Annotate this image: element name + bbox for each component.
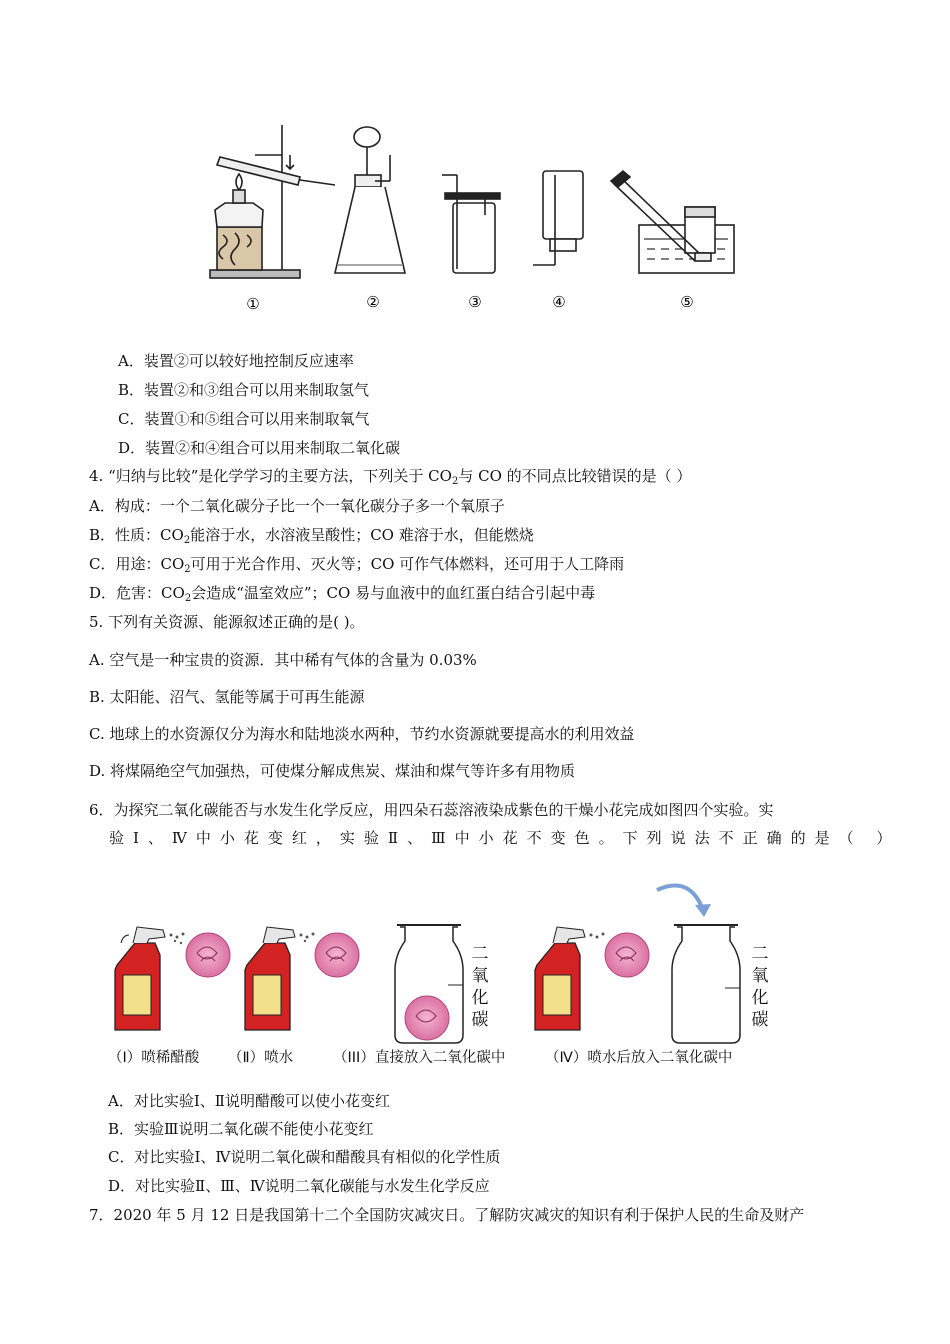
- q6-option-c-text: 对比实验Ⅰ、Ⅳ说明二氧化碳和醋酸具有相似的化学性质: [134, 1148, 501, 1166]
- q5-option-c: C. 地球上的水资源仅分为海水和陆地淡水两种，节约水资源就要提高水的利用效益: [89, 725, 635, 743]
- flower-1-icon: [186, 933, 230, 977]
- q4-option-c-b: 可用于光合作用、灭火等；CO 可作气体燃料，还可用于人工降雨: [190, 555, 625, 573]
- q3-option-c-letter: C．: [118, 410, 145, 428]
- co2-char: 化: [471, 988, 489, 1008]
- spray-bottle-1: [115, 927, 185, 1030]
- caption-experiment-4: （Ⅳ）喷水后放入二氧化碳中: [545, 1050, 733, 1066]
- q6-option-b-text: 实验Ⅲ说明二氧化碳不能使小花变红: [134, 1120, 374, 1138]
- caption-experiment-2: （Ⅱ）喷水: [228, 1050, 294, 1066]
- co2-char: 碳: [751, 1010, 769, 1030]
- apparatus-label-4: ④: [552, 293, 566, 311]
- q4-option-d-b: 会造成“温室效应”；CO 易与血液中的血红蛋白结合引起中毒: [191, 584, 596, 602]
- q6-stem-line1: 6．为探究二氧化碳能否与水发生化学反应，用四朵石蕊溶液染成紫色的干燥小花完成如图四个实验。实: [89, 801, 774, 819]
- q4-option-d-sub: 2: [184, 593, 192, 604]
- caption-experiment-3: （III）直接放入二氧化碳中: [333, 1050, 506, 1066]
- q3-option-a-text: 装置②可以较好地控制反应速率: [143, 352, 354, 370]
- co2-char: 二: [471, 944, 489, 964]
- q3-option-d-text: 装置②和④组合可以用来制取二氧化碳: [145, 439, 401, 457]
- flower-4-icon: [605, 933, 649, 977]
- q6-option-a: [108, 1091, 390, 1111]
- apparatus-2-flask: [335, 127, 405, 273]
- q4-stem: [89, 466, 691, 492]
- q6-option-b: [108, 1119, 374, 1139]
- q4-option-d-a: D．危害：CO: [89, 584, 185, 602]
- apparatus-5-water-trough: [611, 171, 734, 273]
- q6-option-c: [108, 1147, 500, 1167]
- apparatus-label-3: ③: [468, 293, 482, 311]
- q4-stem-subscript: 2: [451, 476, 459, 487]
- q3-option-b-letter: B．: [118, 381, 145, 399]
- q4-option-b-sub: 2: [183, 535, 191, 546]
- q5-option-a: A. 空气是一种宝贵的资源．其中稀有气体的含量为 0.03%: [89, 651, 477, 669]
- q6-option-b-letter: B．: [108, 1120, 135, 1138]
- q4-option-c: [89, 554, 624, 580]
- q7-stem: 7．2020 年 5 月 12 日是我国第十二个全国防灾减灾日。了解防灾减灾的知识有利于保护人民的生命及财产: [89, 1206, 805, 1224]
- flower-experiments-figure: [105, 875, 785, 1045]
- q6-option-c-letter: C．: [108, 1148, 135, 1166]
- co2-char: 化: [751, 988, 769, 1008]
- q4-stem-b: 与 CO 的不同点比较错误的是（ ）: [458, 467, 692, 485]
- co2-label-jar4: [750, 943, 770, 1031]
- q6-option-d: [108, 1176, 490, 1196]
- apparatus-3-gas-bottle: [442, 175, 500, 273]
- q6-option-a-letter: A．: [108, 1092, 134, 1110]
- q3-option-d-letter: D．: [118, 439, 146, 457]
- q3-option-c-text: 装置①和⑤组合可以用来制取氧气: [144, 410, 370, 428]
- q5-stem: 5. 下列有关资源、能源叙述正确的是( )。: [89, 613, 365, 631]
- spray-bottle-4: [535, 927, 605, 1030]
- q3-option-b-text: 装置②和③组合可以用来制取氢气: [144, 381, 370, 399]
- q3-option-a: [118, 351, 354, 371]
- apparatus-label-2: ②: [366, 293, 380, 311]
- q4-option-a: A．构成：一个二氧化碳分子比一个一氧化碳分子多一个氧原子: [89, 497, 505, 515]
- q3-option-b: [118, 380, 369, 400]
- co2-char: 二: [751, 944, 769, 964]
- spray-bottle-2: [245, 927, 315, 1030]
- q5-option-b: B. 太阳能、沼气、氢能等属于可再生能源: [89, 688, 365, 706]
- q6-option-d-letter: D．: [108, 1177, 136, 1195]
- co2-char: 氧: [751, 966, 769, 986]
- jar-4-empty: [672, 925, 740, 1043]
- q4-stem-a: 4. “归纳与比较”是化学学习的主要方法，下列关于 CO: [89, 467, 452, 485]
- q3-option-a-letter: A．: [118, 352, 144, 370]
- q4-option-b-a: B．性质：CO: [89, 526, 184, 544]
- flower-2-icon: [315, 933, 359, 977]
- q4-option-d: [89, 583, 595, 609]
- apparatus-label-5: ⑤: [680, 293, 694, 311]
- q3-option-c: [118, 409, 370, 429]
- apparatus-label-1: ①: [246, 295, 260, 313]
- q4-option-b: [89, 525, 534, 551]
- apparatus-1-heating-setup: [210, 125, 335, 278]
- q4-option-c-a: C．用途：CO: [89, 555, 185, 573]
- q6-stem-line2: 验Ⅰ、Ⅳ中小花变红，实验Ⅱ、Ⅲ中小花不变色。下列说法不正确的是（ ）: [109, 829, 901, 847]
- apparatus-4-inverted-bottle: [533, 171, 583, 265]
- q4-option-c-sub: 2: [184, 564, 191, 575]
- apparatus-figure: [195, 115, 740, 320]
- curved-arrow-icon: [657, 886, 711, 918]
- q3-option-d: [118, 438, 400, 458]
- q6-option-d-text: 对比实验Ⅱ、Ⅲ、Ⅳ说明二氧化碳能与水发生化学反应: [135, 1177, 490, 1195]
- co2-char: 氧: [471, 966, 489, 986]
- q6-option-a-text: 对比实验Ⅰ、Ⅱ说明醋酸可以使小花变红: [133, 1092, 390, 1110]
- co2-label-jar3: [470, 943, 490, 1031]
- jar-3-with-flower: [395, 925, 463, 1043]
- q5-option-d: D. 将煤隔绝空气加强热，可使煤分解成焦炭、煤油和煤气等许多有用物质: [89, 762, 576, 780]
- co2-char: 碳: [471, 1010, 489, 1030]
- caption-experiment-1: （I）喷稀醋酸: [108, 1050, 200, 1066]
- q4-option-b-b: 能溶于水，水溶液呈酸性；CO 难溶于水，但能燃烧: [190, 526, 534, 544]
